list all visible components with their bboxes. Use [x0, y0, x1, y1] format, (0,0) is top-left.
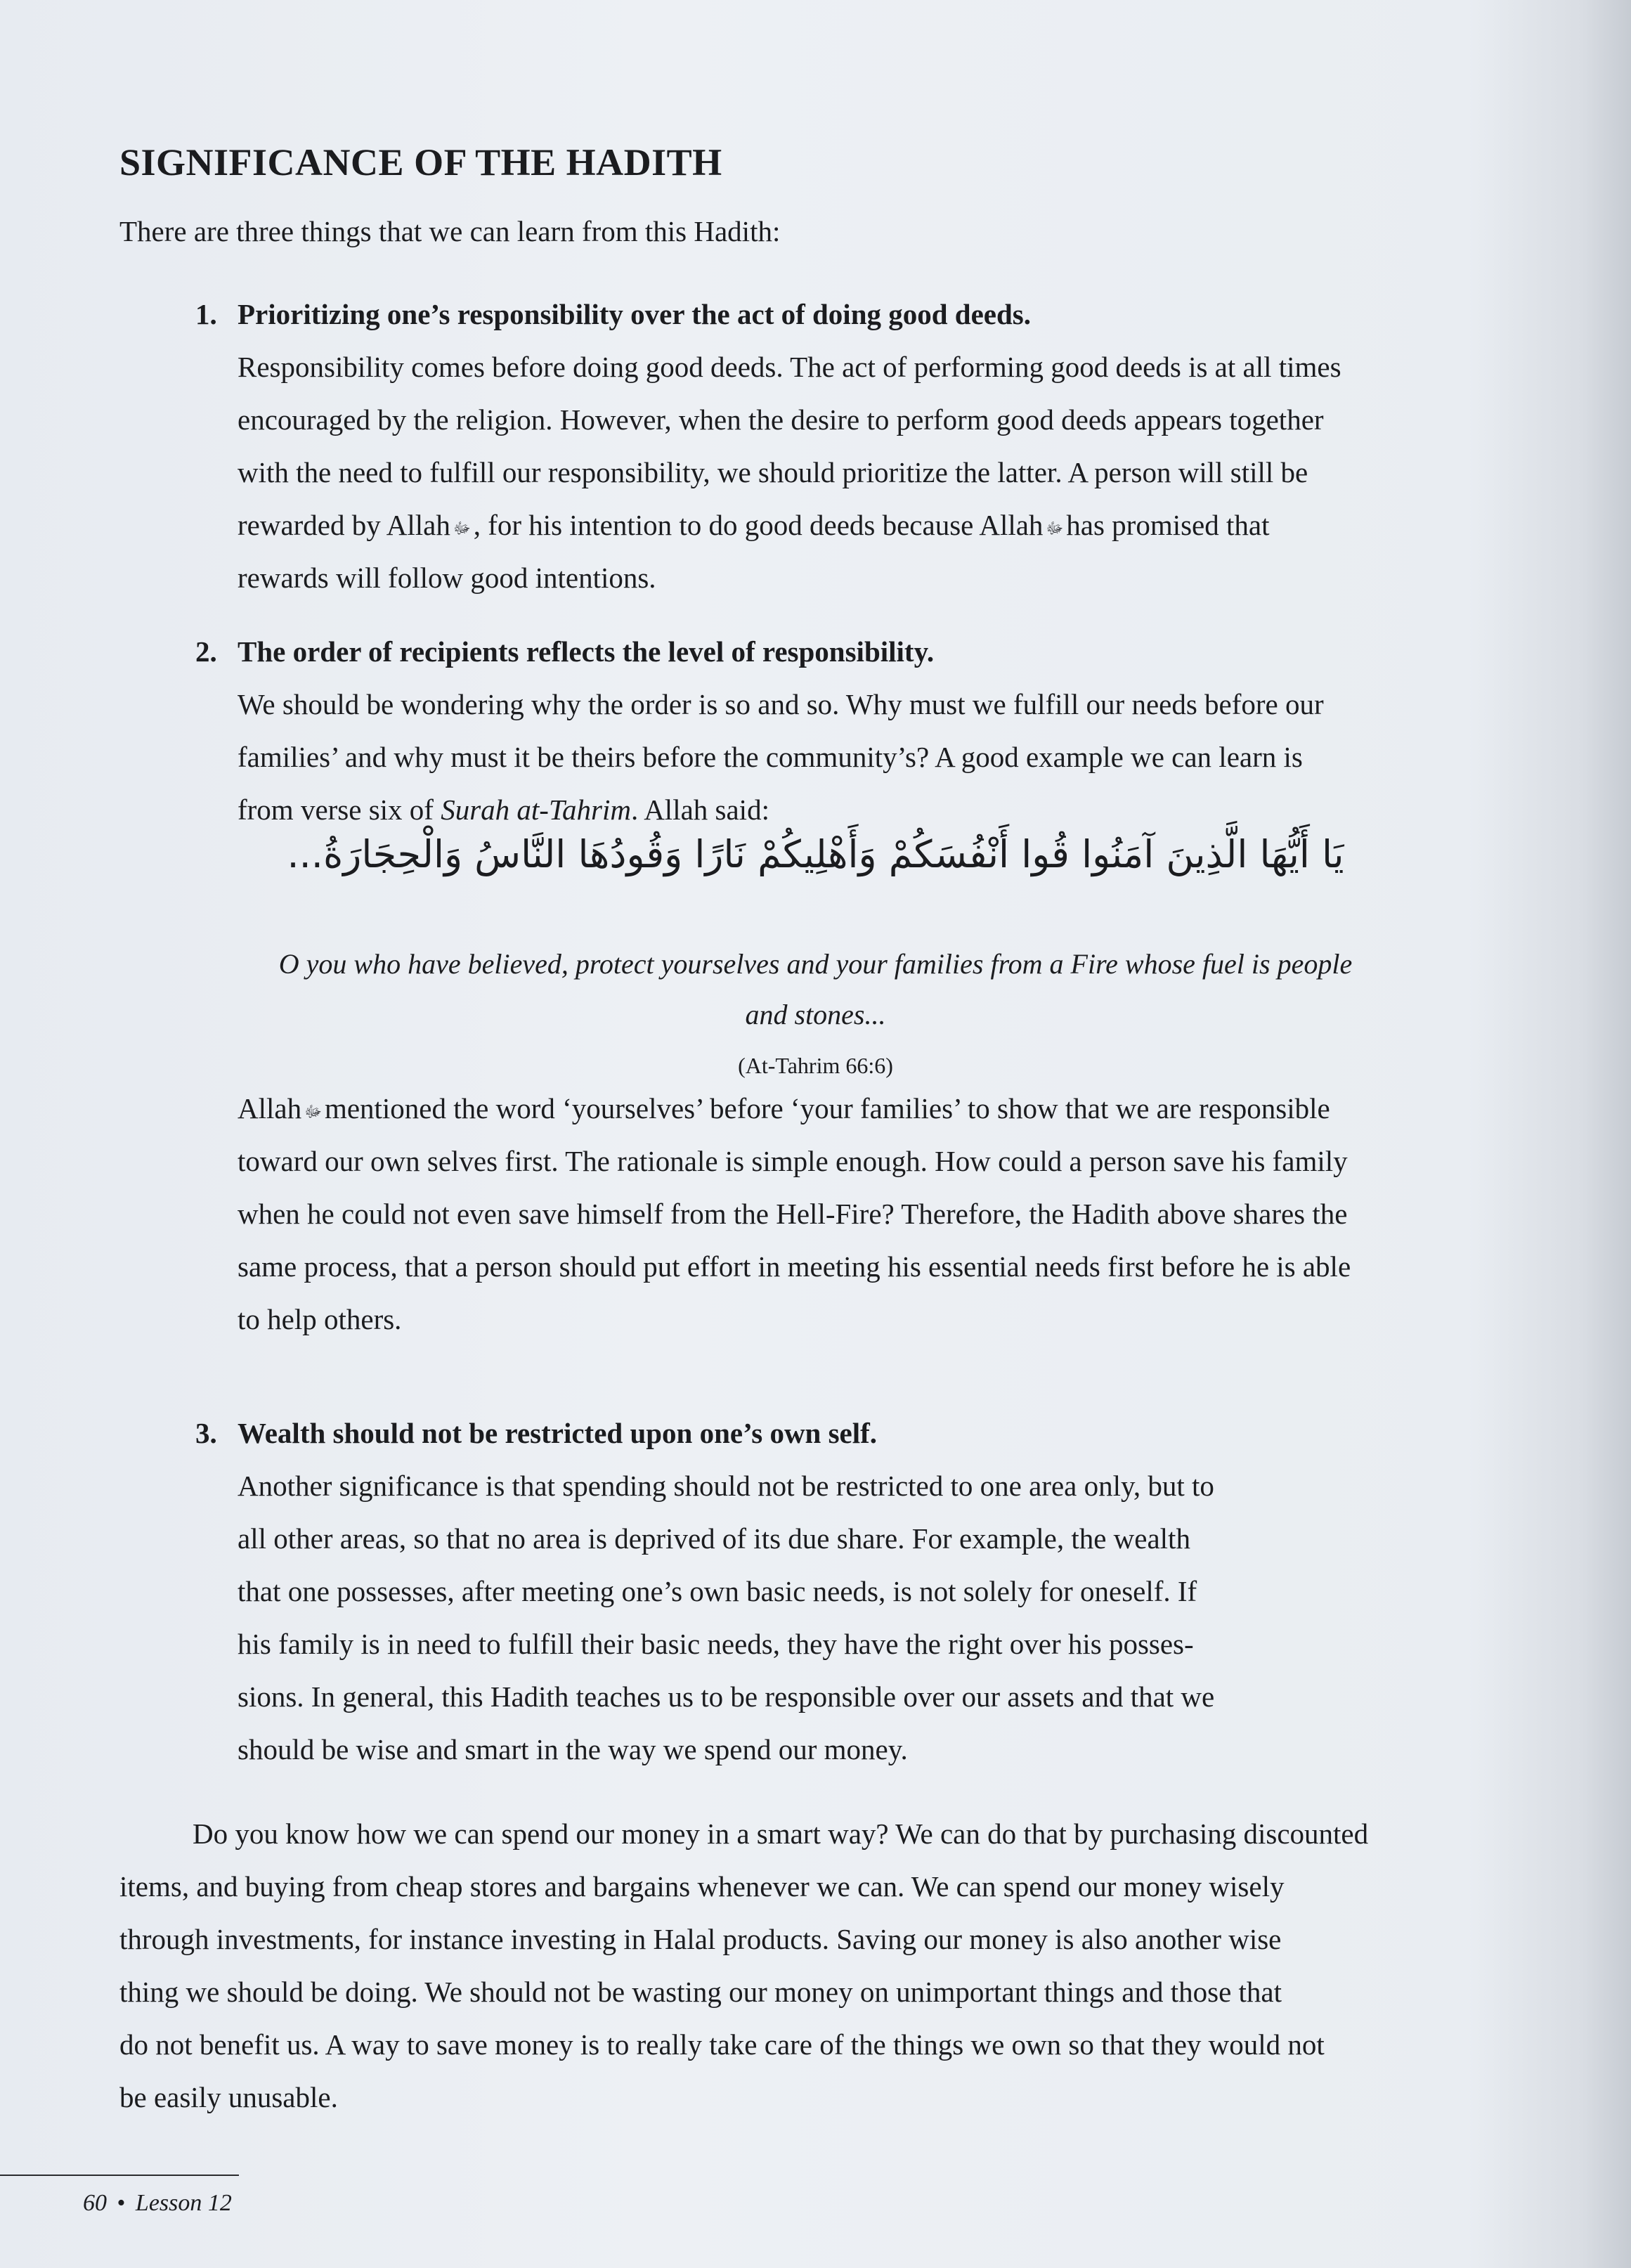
point-1-number: 1.	[195, 298, 217, 330]
continuation-line: when he could not even save himself from the Hell-Fire? Therefore, the Hadith above shares the	[238, 1198, 1348, 1230]
point-3-heading: Wealth should not be restricted upon one’s own self.	[238, 1417, 878, 1449]
point-3-line: sions. In general, this Hadith teaches us to be responsible over our assets and that we	[238, 1680, 1215, 1713]
continuation-line: same process, that a person should put effort in meeting his essential needs first before he is able	[238, 1250, 1351, 1283]
point-3-number: 3.	[195, 1417, 217, 1449]
point-1-body	[238, 341, 1341, 604]
point-1-line: with the need to fulfill our responsibility, we should prioritize the latter. A person will still be	[238, 456, 1308, 488]
section-title: SIGNIFICANCE OF THE HADITH	[119, 141, 722, 183]
point-1-line-with-honorific	[238, 499, 1341, 552]
text-run: , for his intention to do good deeds because Allah	[473, 509, 1044, 541]
point-3-line: Another significance is that spending should not be restricted to one area only, but to	[238, 1470, 1214, 1502]
point-1-line: encouraged by the religion. However, when the desire to perform good deeds appears together	[238, 403, 1324, 436]
footer-rule	[0, 2175, 239, 2176]
arabic-verse: يَا أَيُّهَا الَّذِينَ آمَنُوا قُوا أَنْفُسَكُمْ وَأَهْلِيكُمْ نَارًا وَقُودُهَا النَّاسُ وَالْحِجَارَةُ...	[287, 832, 1344, 876]
closing-line: through investments, for instance investing in Halal products. Saving our money is also another wise	[119, 1923, 1282, 1955]
honorific-glyph: ﷻ	[453, 519, 471, 538]
verse-citation: (At-Tahrim 66:6)	[738, 1053, 893, 1078]
continuation-line: to help others.	[238, 1303, 402, 1335]
point-2-line: families’ and why must it be theirs before the community’s? A good example we can learn is	[238, 741, 1303, 773]
page-footer	[83, 2190, 232, 2217]
point-1-line: Responsibility comes before doing good deeds. The act of performing good deeds is at all times	[238, 351, 1341, 383]
point-2-line: We should be wondering why the order is so and so. Why must we fulfill our needs before our	[238, 688, 1324, 720]
closing-line: thing we should be doing. We should not be wasting our money on unimportant things and those that	[119, 1976, 1282, 2008]
page-number: 60	[83, 2190, 107, 2216]
closing-paragraph	[119, 1808, 1368, 2124]
honorific-glyph: ﷻ	[304, 1103, 322, 1121]
text-run: rewarded by Allah	[238, 509, 450, 541]
text-run: has promised that	[1066, 509, 1270, 541]
point-3-line: his family is in need to fulfill their basic needs, they have the right over his posses-	[238, 1628, 1194, 1660]
point-2-heading: The order of recipients reflects the level of responsibility.	[238, 635, 935, 668]
closing-line: do not benefit us. A way to save money is to really take care of the things we own so that they would not	[119, 2028, 1325, 2061]
text-run: Allah	[238, 1092, 302, 1125]
point-2-body	[238, 678, 1324, 836]
closing-line: items, and buying from cheap stores and bargains whenever we can. We can spend our money wisely	[119, 1870, 1285, 1903]
text-run: . Allah said:	[630, 793, 769, 826]
honorific-glyph: ﷻ	[1046, 519, 1064, 538]
text-run: from verse six of	[238, 793, 434, 826]
lesson-label: Lesson 12	[135, 2190, 232, 2216]
point-3-line: all other areas, so that no area is deprived of its due share. For example, the wealth	[238, 1522, 1190, 1555]
point-1-line: rewards will follow good intentions.	[238, 562, 656, 594]
point-3-body	[238, 1460, 1214, 1776]
surah-name: Surah at-Tahrim	[441, 793, 631, 826]
point-2-number: 2.	[195, 635, 217, 668]
point-3-line: that one possesses, after meeting one’s own basic needs, is not solely for oneself. If	[238, 1575, 1197, 1607]
text-run: mentioned the word ‘yourselves’ before ‘your families’ to show that we are responsible	[324, 1092, 1330, 1125]
point-3-line: should be wise and smart in the way we spend our money.	[238, 1733, 908, 1765]
translation-line: O you who have believed, protect yourselves and your families from a Fire whose fuel is people	[278, 948, 1353, 980]
point-1-heading: Prioritizing one’s responsibility over the act of doing good deeds.	[238, 298, 1032, 330]
closing-line: Do you know how we can spend our money in a smart way? We can do that by purchasing discounted	[193, 1817, 1369, 1850]
footer-bullet: •	[117, 2190, 126, 2216]
verse-translation	[0, 939, 1631, 1040]
point-2-continuation	[238, 1082, 1351, 1346]
closing-line: be easily unusable.	[119, 2081, 338, 2113]
translation-line: and stones...	[745, 999, 886, 1030]
continuation-line: toward our own selves first. The rationale is simple enough. How could a person save his family	[238, 1145, 1348, 1177]
continuation-line-with-honorific	[238, 1082, 1351, 1135]
intro-text: There are three things that we can learn from this Hadith:	[119, 215, 781, 247]
